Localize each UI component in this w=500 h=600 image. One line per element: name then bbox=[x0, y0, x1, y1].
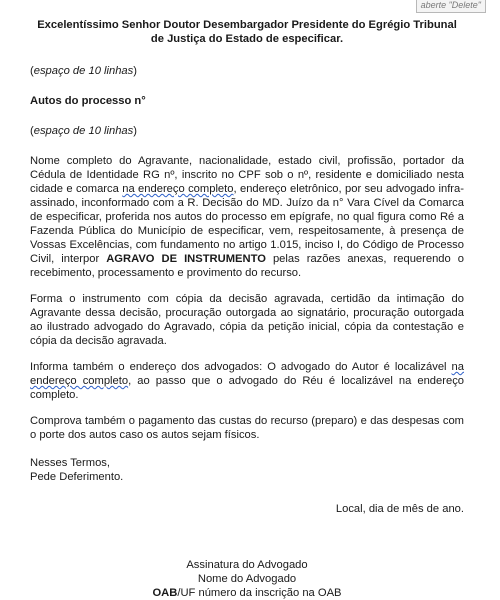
closing-line-1: Nesses Termos, bbox=[30, 457, 110, 469]
closing-block bbox=[30, 456, 464, 484]
spacer-note-1: (espaço de 10 linhas) bbox=[30, 65, 137, 77]
document-title: Excelentíssimo Senhor Doutor Desembargador Presidente do Egrégio Tribunal de Justiça do Estado de especificar. bbox=[37, 19, 457, 45]
signature-block bbox=[30, 558, 464, 600]
oab-line: OAB/UF número da inscrição na OAB bbox=[152, 587, 342, 599]
lawyer-name: Nome do Advogado bbox=[197, 573, 297, 585]
process-heading: Autos do processo n° bbox=[30, 95, 146, 107]
spellcheck-address: na endereço completo bbox=[122, 183, 234, 195]
spacer-note-2: (espaço de 10 linhas) bbox=[30, 125, 137, 137]
signature-line: Assinatura do Advogado bbox=[186, 559, 308, 571]
closing-line-2: Pede Deferimento. bbox=[30, 471, 124, 483]
paragraph-instrument: Forma o instrumento com cópia da decisão agravada, certidão da intimação do Agravante dessa decisão, procuração outorgada ao signatário, procuração outorgada ao ilustrado advogado do Agravado, cópia da petição inicial, cópia da contestação e cópia da decisão agravada. bbox=[30, 293, 464, 347]
place-date: Local, dia de mês de ano. bbox=[335, 503, 464, 515]
document-page bbox=[30, 18, 464, 600]
appeal-type: AGRAVO DE INSTRUMENTO bbox=[106, 253, 266, 265]
paragraph-petition: Nome completo do Agravante, nacionalidade, estado civil, profissão, portador da Cédula de Identidade RG nº, inscrito no CPF sob o nº, residente e domiciliado nesta cidade e comarca na endereço completo, endereço eletrônico, por seu advogado infra-assinado, inconformado com a R. Decisão do MD. Juízo da n° Vara Cível da Comarca de especificar, proferida nos autos do processo em epígrafe, no qual figura como Ré a Fazenda Pública do Município de especificar, vem, respeitosamente, à presença de Vossas Excelências, com fundamento no artigo 1.015, inciso I, do Código de Processo Civil, interpor AGRAVO DE INSTRUMENTO pelas razões anexas, requerendo o recebimento, processamento e provimento do recurso. bbox=[30, 155, 464, 279]
spellcheck-address-2: na endereço completo bbox=[30, 361, 464, 387]
paragraph-addresses: Informa também o endereço dos advogados: O advogado do Autor é localizável na endereço completo, ao passo que o advogado do Réu é localizável na endereço completo. bbox=[30, 361, 465, 401]
paragraph-payment: Comprova também o pagamento das custas do recurso (preparo) e das despesas com o porte dos autos caso os autos sejam físicos. bbox=[30, 415, 464, 441]
delete-hint: aberte "Delete" bbox=[416, 0, 486, 13]
